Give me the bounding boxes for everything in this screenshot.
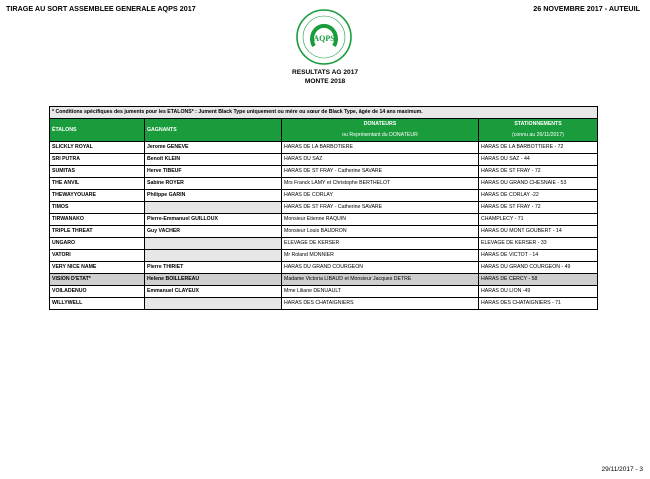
donateur-cell: HARAS DU GRAND COURGEON <box>282 262 479 274</box>
gagnant-cell: Sabine ROYER <box>145 178 282 190</box>
results-table <box>49 106 598 310</box>
page-title: RESULTATS AG 2017 <box>291 69 359 76</box>
header-stationnements <box>479 119 598 142</box>
table-row <box>50 298 598 310</box>
page-subtitle: MONTE 2018 <box>304 78 346 85</box>
header-left-title: TIRAGE AU SORT ASSEMBLEE GENERALE AQPS 2017 <box>6 4 196 13</box>
header-etalons: ÉTALONS <box>50 119 145 142</box>
gagnant-cell: Emmanuel CLAYEUX <box>145 286 282 298</box>
gagnant-cell: Jerome GENEVE <box>145 142 282 154</box>
etalon-cell: SLICKLY ROYAL <box>50 142 145 154</box>
table-row <box>50 286 598 298</box>
donateur-cell: Mrs Franck LAMY et Christophe BERTHELOT <box>282 178 479 190</box>
header-station-line2: (connu au 26/11/2017) <box>512 132 564 138</box>
donateur-cell: HARAS DE ST FRAY - Catherine SAVARE <box>282 166 479 178</box>
station-cell: HARAS DU SAZ - 44 <box>479 154 598 166</box>
header-donateurs-line1: DONATEURS <box>363 121 397 127</box>
donateur-cell: Monsieur Louis BAUDRON <box>282 226 479 238</box>
column-headers <box>50 119 598 142</box>
donateur-cell: HARAS DU SAZ <box>282 154 479 166</box>
donateur-cell: HARAS DES CHATAIGNIERS <box>282 298 479 310</box>
donateur-cell: Mme Liliane DENUAULT <box>282 286 479 298</box>
etalon-cell: THE ANVIL <box>50 178 145 190</box>
donateur-cell: HARAS DE CORLAY <box>282 190 479 202</box>
etalon-cell: SUMITAS <box>50 166 145 178</box>
station-cell: HARAS DU GRAND CHESNAIE - 53 <box>479 178 598 190</box>
station-cell: HARAS DE ST FRAY - 72 <box>479 202 598 214</box>
gagnant-cell: Guy VACHER <box>145 226 282 238</box>
station-cell: HARAS DU LION -49 <box>479 286 598 298</box>
table-row <box>50 250 598 262</box>
etalon-cell: TRIPLE THREAT <box>50 226 145 238</box>
header-donateurs-line2: ou Représentant du DONATEUR <box>342 132 418 138</box>
condition-note: * Conditions spécifiques des juments pour les ETALONS* : Jument Black Type uniquement ou mère ou sœur de Black Type, âgée de 14 ans maximum. <box>50 107 598 119</box>
gagnant-cell: Benoît KLEIN <box>145 154 282 166</box>
station-cell: CHAMPLECY - 71 <box>479 214 598 226</box>
logo-text: AQPS <box>313 34 335 43</box>
gagnant-cell: Helene BOILLEREAU <box>145 274 282 286</box>
condition-row <box>50 107 598 119</box>
etalon-cell: VISION D'ETAT* <box>50 274 145 286</box>
gagnant-cell <box>145 298 282 310</box>
etalon-cell: WILLYWELL <box>50 298 145 310</box>
table-row <box>50 202 598 214</box>
station-cell: HARAS DE CERCY - 58 <box>479 274 598 286</box>
header-station-line1: STATIONNEMENTS <box>514 121 562 127</box>
station-cell: ELEVAGE DE KERSER - 33 <box>479 238 598 250</box>
etalon-cell: VATORI <box>50 250 145 262</box>
station-cell: HARAS DE ST FRAY - 72 <box>479 166 598 178</box>
header-donateurs <box>282 119 479 142</box>
etalon-cell: TIRWANAKO <box>50 214 145 226</box>
table-row <box>50 226 598 238</box>
header-gagnants: GAGNANTS <box>145 119 282 142</box>
table-row <box>50 166 598 178</box>
station-cell: HARAS DU MONT GOUBERT - 14 <box>479 226 598 238</box>
station-cell: HARAS DU GRAND COURGEON - 49 <box>479 262 598 274</box>
station-cell: HARAS DES CHATAIGNIERS - 71 <box>479 298 598 310</box>
gagnant-cell: Philippe GARIN <box>145 190 282 202</box>
aqps-logo <box>292 8 356 66</box>
etalon-cell: SRI PUTRA <box>50 154 145 166</box>
table-row <box>50 238 598 250</box>
etalon-cell: TIMOS <box>50 202 145 214</box>
gagnant-cell: Herve TIBEUF <box>145 166 282 178</box>
table-row <box>50 262 598 274</box>
table-row <box>50 190 598 202</box>
station-cell: HARAS DE CORLAY -22 <box>479 190 598 202</box>
table-row <box>50 274 598 286</box>
donateur-cell: Monsieur Etienne RAQUIN <box>282 214 479 226</box>
etalon-cell: UNGARO <box>50 238 145 250</box>
etalon-cell: VOILADENUO <box>50 286 145 298</box>
donateur-cell: HARAS DE LA BARBOTIERE <box>282 142 479 154</box>
page-footer: 29/11/2017 - 3 <box>601 466 643 473</box>
gagnant-cell <box>145 238 282 250</box>
etalon-cell: THEWAYYOUARE <box>50 190 145 202</box>
gagnant-cell: Pierre-Emmanuel GUILLOUX <box>145 214 282 226</box>
donateur-cell: ELEVAGE DE KERSER <box>282 238 479 250</box>
etalon-cell: VERY NICE NAME <box>50 262 145 274</box>
header-right-date: 26 NOVEMBRE 2017 - AUTEUIL <box>533 4 640 13</box>
gagnant-cell <box>145 202 282 214</box>
table-row <box>50 214 598 226</box>
table-row <box>50 154 598 166</box>
table-row <box>50 178 598 190</box>
table-row <box>50 142 598 154</box>
gagnant-cell: Pierre THIRIET <box>145 262 282 274</box>
donateur-cell: Madame Victoria LIBAUD et Monsieur Jacques DETRE <box>282 274 479 286</box>
donateur-cell: HARAS DE ST FRAY - Catherine SAVARE <box>282 202 479 214</box>
station-cell: HARAS DE VICTOT - 14 <box>479 250 598 262</box>
gagnant-cell <box>145 250 282 262</box>
station-cell: HARAS DE LA BARBOTTIERE - 72 <box>479 142 598 154</box>
donateur-cell: Mr Roland MONNIER <box>282 250 479 262</box>
